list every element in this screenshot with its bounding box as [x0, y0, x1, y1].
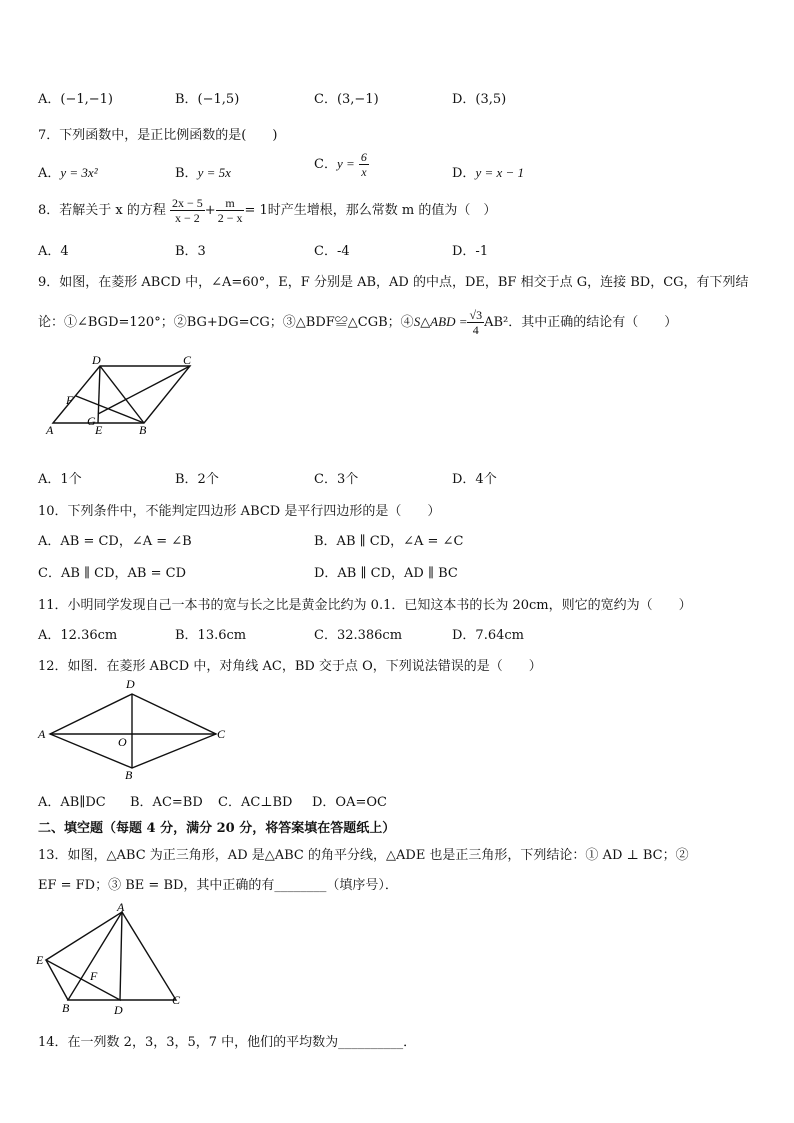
q13-stem-line1: 13．如图，△ABC 为正三角形，AD 是△ABC 的角平分线，△ADE 也是正三角形，下列结论：① AD ⊥ BC；②: [38, 848, 689, 863]
q9-label-b: B: [139, 423, 147, 434]
q9-label-d: D: [92, 353, 101, 367]
q9-label-f: F: [66, 393, 74, 407]
q14-stem: 14．在一列数 2，3，3，5，7 中，他们的平均数为__________．: [38, 1035, 417, 1050]
q12-label-b: B: [125, 768, 133, 782]
q11-option-c: C．32.386cm: [314, 628, 403, 643]
q8-option-b: B．3: [175, 244, 206, 259]
q11-stem: 11．小明同学发现自己一本书的宽与长之比是黄金比约为 0.1．已知这本书的长为 20cm，则它的宽约为（ ）: [38, 598, 692, 613]
q6-option-d: D．(3,5): [452, 92, 507, 107]
q7-option-b: B．y = 5x: [175, 165, 231, 181]
q11-option-b: B．13.6cm: [175, 628, 247, 643]
q13-label-f: F: [90, 969, 98, 983]
q9-option-d: D．4个: [452, 472, 497, 487]
q12-option-d: D．OA=OC: [312, 795, 387, 810]
q10-option-a: A．AB = CD，∠A = ∠B: [38, 534, 192, 549]
q7-option-d: D．y = x − 1: [452, 165, 525, 181]
q10-option-d: D．AB ∥ CD，AD ∥ BC: [314, 566, 458, 581]
q6-option-a: A．(−1,−1): [38, 92, 113, 107]
q12-option-c: C．AC⊥BD: [218, 795, 293, 810]
q9-option-c: C．3个: [314, 472, 359, 487]
q7-stem: 7．下列函数中，是正比例函数的是( ): [38, 128, 278, 143]
q13-triangle-figure: [34, 900, 194, 1018]
q11-option-a: A．12.36cm: [38, 628, 118, 643]
q9-line-cg: [98, 366, 190, 414]
q8-option-c: C．-4: [314, 244, 350, 259]
q12-label-d: D: [126, 677, 135, 691]
q12-stem: 12．如图．在菱形 ABCD 中，对角线 AC，BD 交于点 O，下列说法错误的是（ ）: [38, 659, 542, 674]
section-2-heading: 二、填空题（每题 4 分，满分 20 分，将答案填在答题纸上）: [38, 821, 396, 836]
q13-stem-line2: EF = FD；③ BE = BD，其中正确的有________（填序号）．: [38, 878, 398, 893]
q9-stem-line1: 9．如图，在菱形 ABCD 中，∠A=60°，E，F 分别是 AB，AD 的中点，DE，BF 相交于点 G，连接 BD，CG，有下列结: [38, 275, 749, 290]
q13-label-d: D: [114, 1003, 123, 1017]
q12-label-c: C: [217, 727, 226, 741]
q12-option-a: A．AB∥DC: [38, 795, 106, 810]
q9-option-b: B．2个: [175, 472, 219, 487]
q8-stem: 8．若解关于 x 的方程 $\frac{2x - 5}{x - 2}$ + $\frac{m}{2 - x}$ = 1时产生增根，那么常数 m 的值为（ ）: [38, 196, 497, 225]
q8-option-d: D．-1: [452, 244, 489, 259]
q9-label-g: G: [87, 414, 96, 428]
q10-stem: 10．下列条件中，不能判定四边形 ABCD 是平行四边形的是（ ）: [38, 504, 441, 519]
q7-option-a: A．y = 3x²: [38, 165, 98, 181]
q13-label-a: A: [117, 900, 125, 914]
q12-rhombus-figure: [36, 676, 232, 782]
q9-stem-line2: 论：①∠BGD=120°；②BG+DG=CG；③△BDF≌△CGB；④S△ABD = $\frac{√3}{4}$ AB²．其中正确的结论有（ ）: [38, 308, 678, 337]
q8-option-a: A．4: [38, 244, 69, 259]
q11-option-d: D．7.64cm: [452, 628, 524, 643]
q13-label-c: C: [172, 993, 181, 1007]
q12-option-b: B．AC=BD: [130, 795, 203, 810]
q9-label-a: A: [46, 423, 54, 434]
q7-option-c: C．y = $\frac{6}{x}$: [314, 150, 367, 179]
q9-label-e: E: [95, 423, 103, 434]
q13-triangle-ade: [46, 912, 122, 1000]
q12-label-a: A: [38, 727, 46, 741]
q13-label-e: E: [36, 953, 44, 967]
q12-rhombus: [50, 694, 216, 768]
q12-label-o: O: [118, 735, 127, 749]
q9-rhombus-figure: [40, 352, 200, 434]
q9-label-c: C: [183, 353, 192, 367]
q10-option-b: B．AB ∥ CD，∠A = ∠C: [314, 534, 464, 549]
q9-option-a: A．1个: [38, 472, 82, 487]
q13-label-b: B: [62, 1001, 70, 1015]
q6-option-b: B．(−1,5): [175, 92, 240, 107]
q10-option-c: C．AB ∥ CD，AB = CD: [38, 566, 186, 581]
q6-option-c: C．(3,−1): [314, 92, 379, 107]
